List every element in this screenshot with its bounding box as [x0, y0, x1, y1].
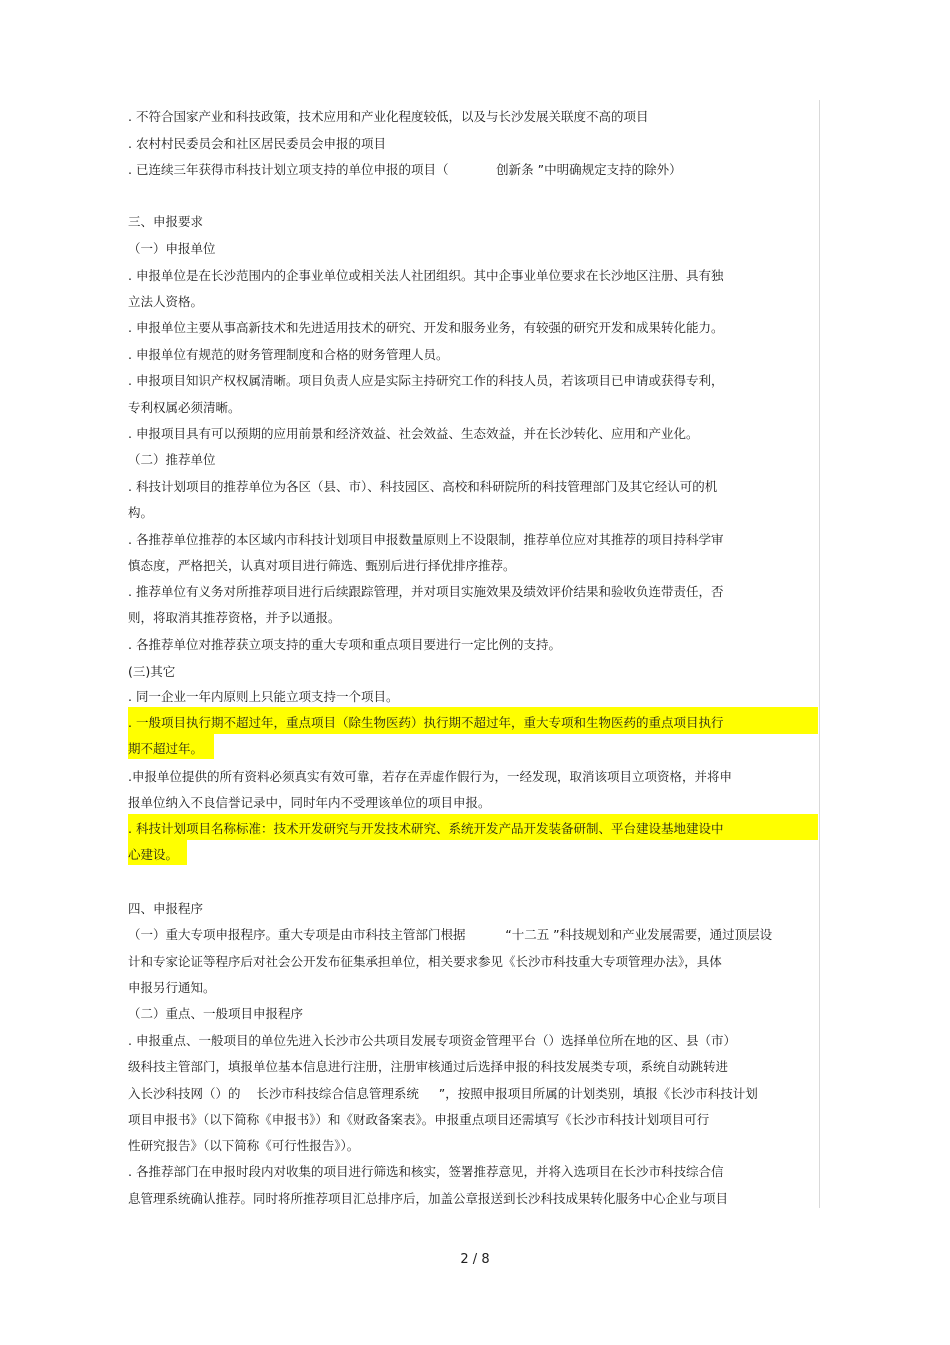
highlighted-line: 心建设。 [128, 847, 179, 862]
subsection-heading: (三)其它 [128, 664, 176, 679]
highlighted-line: . 科技计划项目名称标准：技术开发研究与开发技术研究、系统开发产品开发装备研制、平台建设基地建设中 [128, 821, 724, 836]
paragraph-line: . 科技计划项目的推荐单位为各区（县、市）、科技园区、高校和科研院所的科技管理部门及其它经认可的机 [128, 479, 718, 494]
paragraph-line: 构。 [128, 505, 154, 520]
paragraph-line: . 已连续三年获得市科技计划立项支持的单位申报的项目（ 创新条 ”中明确规定支持的除外） [128, 162, 682, 177]
paragraph-line: 报单位纳入不良信誉记录中，同时年内不受理该单位的项目申报。 [128, 795, 491, 810]
section-heading: 四、申报程序 [128, 901, 204, 916]
subsection-heading: （一）申报单位 [128, 241, 216, 256]
paragraph-line: 申报另行通知。 [128, 980, 216, 995]
paragraph-line: . 推荐单位有义务对所推荐项目进行后续跟踪管理，并对项目实施效果及绩效评价结果和验收负连带责任，否 [128, 584, 724, 599]
paragraph-line: . 申报项目具有可以预期的应用前景和经济效益、社会效益、生态效益，并在长沙转化、应用和产业化。 [128, 426, 699, 441]
subsection-heading: （二）重点、一般项目申报程序 [128, 1006, 304, 1021]
paragraph-line: 性研究报告》（以下简称《可行性报告》）。 [128, 1138, 360, 1153]
page-right-border [819, 100, 820, 1208]
paragraph-line: . 申报单位有规范的财务管理制度和合格的财务管理人员。 [128, 347, 449, 362]
paragraph-line: . 各推荐部门在申报时段内对收集的项目进行筛选和核实，签署推荐意见，并将入选项目在长沙市科技综合信 [128, 1164, 724, 1179]
paragraph-line: 专利权属必须清晰。 [128, 400, 241, 415]
paragraph-line: （一）重大专项申报程序。重大专项是由市科技主管部门根据 “十二五 ”科技规划和产业发展需要，通过顶层设 [128, 927, 773, 942]
paragraph-line: . 各推荐单位对推荐获立项支持的重大专项和重点项目要进行一定比例的支持。 [128, 637, 561, 652]
section-heading: 三、申报要求 [128, 214, 204, 229]
paragraph-line: 入长沙科技网（）的 长沙市科技综合信息管理系统 ”，按照申报项目所属的计划类别，填报《长沙市科技计划 [128, 1086, 758, 1101]
paragraph-line: 项目申报书》（以下简称《申报书》）和《财政备案表》。申报重点项目还需填写《长沙市科技计划项目可行 [128, 1112, 710, 1127]
paragraph-line: 慎态度，严格把关，认真对项目进行筛选、甄别后进行择优排序推荐。 [128, 558, 516, 573]
highlighted-line: 期不超过年。 [128, 741, 204, 756]
paragraph-line: 则，将取消其推荐资格，并予以通报。 [128, 610, 341, 625]
subsection-heading: （二）推荐单位 [128, 452, 216, 467]
paragraph-line: . 申报项目知识产权权属清晰。项目负责人应是实际主持研究工作的科技人员，若该项目已申请或获得专利， [128, 373, 724, 388]
paragraph-line: 级科技主管部门，填报单位基本信息进行注册，注册审核通过后选择申报的科技发展类专项，系统自动跳转进 [128, 1059, 729, 1074]
paragraph-line: 息管理系统确认推荐。同时将所推荐项目汇总排序后，加盖公章报送到长沙科技成果转化服务中心企业与项目 [128, 1191, 729, 1206]
page-number: 2 / 8 [460, 1252, 490, 1267]
paragraph-line: . 农村村民委员会和社区居民委员会申报的项目 [128, 136, 386, 151]
paragraph-line: . 各推荐单位推荐的本区域内市科技计划项目申报数量原则上不设限制，推荐单位应对其推荐的项目持科学审 [128, 532, 724, 547]
paragraph-line: . 申报重点、一般项目的单位先进入长沙市公共项目发展专项资金管理平台（）选择单位所在地的区、县（市） [128, 1033, 736, 1048]
paragraph-line: .申报单位提供的所有资料必须真实有效可靠，若存在弄虚作假行为，一经发现，取消该项目立项资格，并将申 [128, 769, 732, 784]
paragraph-line: . 不符合国家产业和科技政策，技术应用和产业化程度较低，以及与长沙发展关联度不高的项目 [128, 109, 649, 124]
paragraph-line: 计和专家论证等程序后对社会公开发布征集承担单位，相关要求参见《长沙市科技重大专项管理办法》，具体 [128, 954, 722, 969]
paragraph-line: . 申报单位主要从事高新技术和先进适用技术的研究、开发和服务业务，有较强的研究开发和成果转化能力。 [128, 320, 724, 335]
paragraph-line: 立法人资格。 [128, 294, 204, 309]
paragraph-line: . 同一企业一年内原则上只能立项支持一个项目。 [128, 689, 399, 704]
paragraph-line: . 申报单位是在长沙范围内的企事业单位或相关法人社团组织。其中企事业单位要求在长沙地区注册、具有独 [128, 268, 724, 283]
highlighted-line: . 一般项目执行期不超过年，重点项目（除生物医药）执行期不超过年，重大专项和生物医药的重点项目执行 [128, 715, 724, 730]
